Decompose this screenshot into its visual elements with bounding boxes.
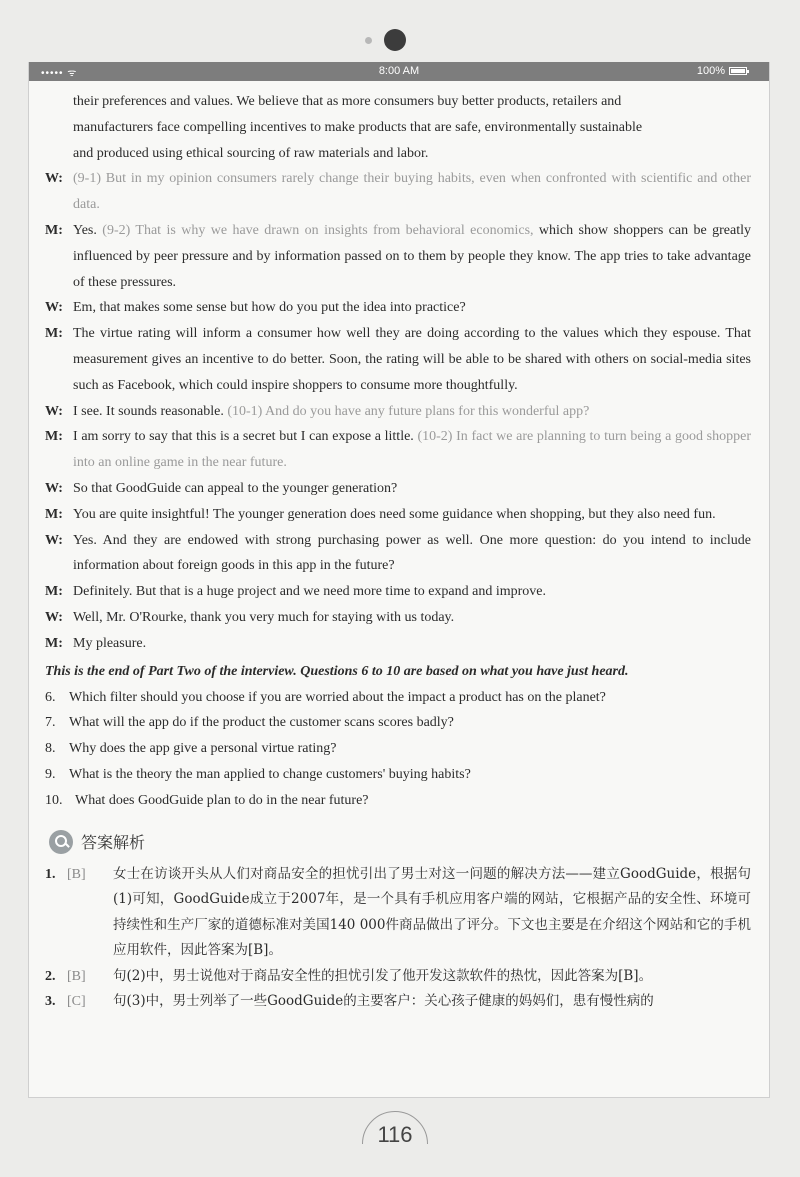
turn-text <box>73 166 751 218</box>
turn-text <box>73 579 751 605</box>
answers-header <box>45 828 751 856</box>
end-note: This is the end of Part Two of the interview. Questions 6 to 10 are based on what you have just heard. <box>45 663 629 679</box>
speaker-label: M: <box>45 326 63 342</box>
question-text: Which filter should you choose if you are worried about the impact a product has on the planet? <box>69 689 606 705</box>
page-number <box>360 1111 430 1155</box>
dialogue-turn <box>45 502 751 528</box>
dialogue-turn <box>45 321 751 398</box>
battery-percent: 100% <box>696 65 725 77</box>
question-number: 6. <box>45 689 56 705</box>
dialogue-turn <box>45 424 751 476</box>
page-number-text: 116 <box>377 1122 413 1147</box>
question-text: What does GoodGuide plan to do in the near future? <box>75 792 369 808</box>
turn-text <box>73 399 751 425</box>
transcript-line: their preferences and values. We believe that as more consumers buy better products, retailers and <box>73 94 622 109</box>
battery-icon <box>729 67 747 75</box>
transcript-line: manufacturers face compelling incentives to make products that are safe, environmentally sustainable <box>73 119 643 135</box>
answer-explanation: 句(2)中，男士说他对于商品安全性的担忧引发了他开发这款软件的热忱，因此答案为[B]。 <box>113 967 653 984</box>
text-segment: The virtue rating will inform a consumer how well they are doing according to the values which they espouse. That measurement gives an incentive to do better. Soon, the rating will be able to be shared with others on social-media sites such as Facebook, which could inspire shoppers to consume more thoughtfully. <box>73 326 751 393</box>
dialogue-turn <box>45 218 751 295</box>
answers-title: 答案解析 <box>81 833 146 853</box>
question-list <box>45 685 751 814</box>
question-item <box>45 762 751 788</box>
dialogue-turn <box>45 528 751 580</box>
dialogue-turn <box>45 579 751 605</box>
question-number: 10. <box>45 792 63 808</box>
answer-item <box>45 862 751 964</box>
speaker-label: W: <box>45 403 63 419</box>
dialogue-turn <box>45 399 751 425</box>
highlighted-segment: (10-2) In fact we are planning to turn being a good shopper into an online game in the near future. <box>73 429 751 471</box>
turn-text <box>73 295 751 321</box>
text-segment: Em, that makes some sense but how do you put the idea into practice? <box>73 300 466 316</box>
question-number: 9. <box>45 766 56 782</box>
transcript-line: and produced using ethical sourcing of raw materials and labor. <box>73 145 429 161</box>
signal-indicator: ••••• ᯤ <box>41 68 78 79</box>
magnifier-icon <box>49 830 73 854</box>
answer-explanation: 句(3)中，男士列举了一些GoodGuide的主要客户：关心孩子健康的妈妈们，患有慢性病的 <box>113 993 654 1010</box>
camera-sensor <box>365 37 372 44</box>
speaker-label: W: <box>45 480 63 496</box>
answer-key: [C] <box>67 994 86 1010</box>
text-segment: Yes. <box>73 222 103 238</box>
speaker-label: W: <box>45 609 63 625</box>
turn-text <box>73 218 751 295</box>
text-segment: Well, Mr. O'Rourke, thank you very much for staying with us today. <box>73 609 455 625</box>
question-item <box>45 685 751 711</box>
speaker-label: M: <box>45 222 63 238</box>
speaker-label: W: <box>45 532 63 548</box>
question-text: Why does the app give a personal virtue rating? <box>69 741 337 757</box>
battery-status <box>697 65 747 77</box>
status-time: 8:00 AM <box>378 65 420 77</box>
answer-key: [B] <box>67 866 86 882</box>
text-segment: You are quite insightful! The younger generation does need some guidance when shopping, but they also need fun. <box>73 506 716 522</box>
answer-item <box>45 964 751 990</box>
answer-list <box>45 862 751 1015</box>
tablet-screen <box>28 62 770 1098</box>
answer-number: 3. <box>45 994 56 1010</box>
question-number: 8. <box>45 741 56 757</box>
text-segment: I see. It sounds reasonable. <box>73 403 228 419</box>
text-segment: which show shoppers can be greatly influenced by peer pressure and by information passed on to them by people they know. The app tries to take advantage of these pressures. <box>73 222 752 290</box>
text-segment: Yes. And they are endowed with strong purchasing power as well. One more question: do you intend to include information about foreign goods in this app in the future? <box>73 532 751 574</box>
answer-item <box>45 989 751 1015</box>
question-item <box>45 788 751 814</box>
text-segment: Definitely. But that is a huge project and we need more time to expand and improve. <box>73 584 547 600</box>
dialogue-turn <box>45 476 751 502</box>
speaker-label: M: <box>45 584 63 600</box>
speaker-label: W: <box>45 171 63 187</box>
question-item <box>45 710 751 736</box>
transcript-intro <box>45 89 751 166</box>
turn-text <box>73 528 751 580</box>
answer-number: 2. <box>45 968 56 984</box>
page-content <box>29 81 769 1015</box>
highlighted-segment: (9-2) That is why we have drawn on insights from behavioral economics, <box>102 222 534 238</box>
speaker-label: W: <box>45 300 63 316</box>
highlighted-segment: (10-1) And do you have any future plans for this wonderful app? <box>227 403 590 419</box>
dialogue-turns <box>45 166 751 656</box>
text-segment: I am sorry to say that this is a secret but I can expose a little. <box>73 429 418 445</box>
question-number: 7. <box>45 715 56 731</box>
answer-key: [B] <box>67 968 86 984</box>
dialogue-turn <box>45 605 751 631</box>
dialogue-turn <box>45 631 751 657</box>
text-segment: My pleasure. <box>73 635 147 651</box>
battery-fill <box>731 69 745 73</box>
speaker-label: M: <box>45 429 63 445</box>
turn-text <box>73 631 751 657</box>
turn-text <box>73 476 751 502</box>
dialogue-turn <box>45 295 751 321</box>
turn-text <box>73 502 751 528</box>
question-text: What will the app do if the product the customer scans scores badly? <box>69 715 454 731</box>
turn-text <box>73 605 751 631</box>
dialogue-turn <box>45 166 751 218</box>
front-camera <box>384 29 406 51</box>
question-item <box>45 736 751 762</box>
turn-text <box>73 321 751 398</box>
answer-explanation: 女士在访谈开头从人们对商品安全的担忧引出了男士对这一问题的解决方法——建立GoodGuide，根据句(1)可知，GoodGuide成立于2007年，是一个具有手机应用客户端的网站，它根据产品的安全性、环境可持续性和生产厂家的道德标准对美国140 000件商品做出了评分。下文也主要是在介绍这个网站和它的手机应用软件，因此答案为[B]。 <box>113 865 751 959</box>
status-bar <box>29 62 769 81</box>
question-text: What is the theory the man applied to change customers' buying habits? <box>69 766 471 782</box>
highlighted-segment: (9-1) But in my opinion consumers rarely change their buying habits, even when confronted with scientific and other data. <box>73 171 751 213</box>
turn-text <box>73 424 751 476</box>
speaker-label: M: <box>45 635 63 651</box>
speaker-label: M: <box>45 506 63 522</box>
text-segment: So that GoodGuide can appeal to the younger generation? <box>73 480 398 496</box>
answer-number: 1. <box>45 866 56 882</box>
